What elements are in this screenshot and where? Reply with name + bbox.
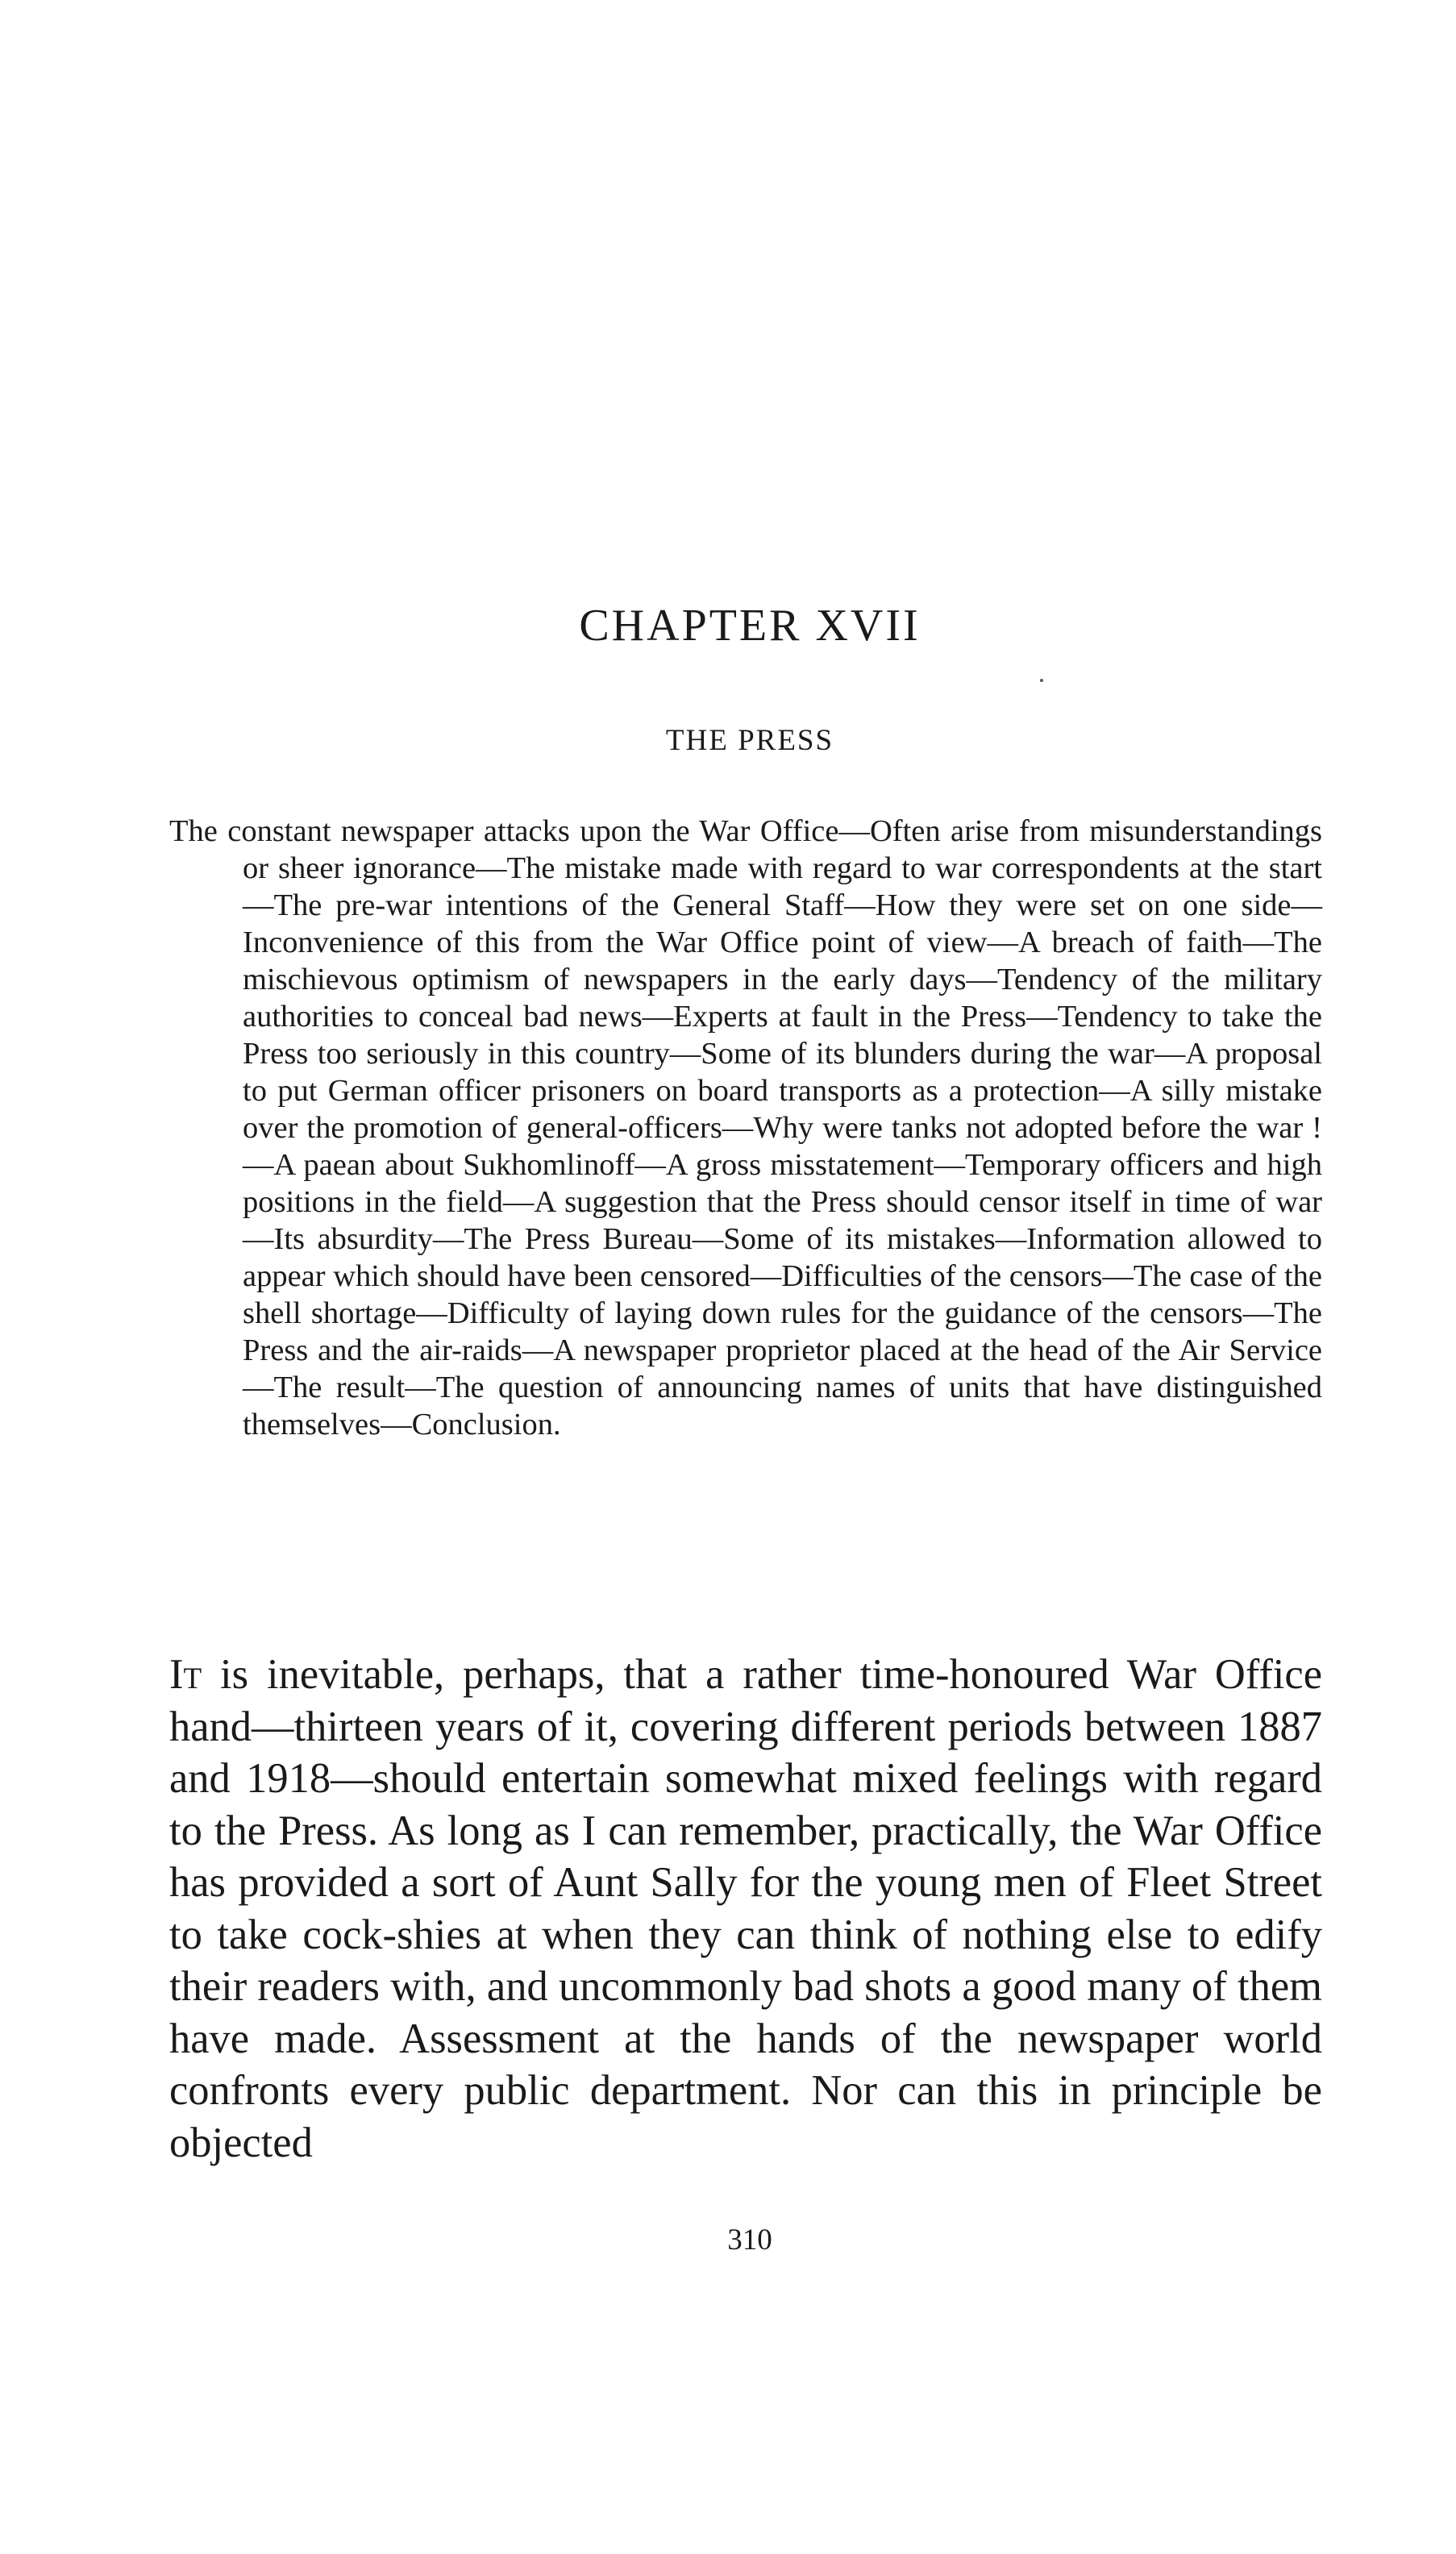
body-paragraph (169, 1649, 1322, 2169)
body-lead-word: It (169, 1651, 202, 1698)
page-number: 310 (727, 2223, 772, 2257)
chapter-synopsis: The constant newspaper attacks upon the War Office—Often arise from misunderstandings or sheer ignorance—The mistake made with regard to war correspondents at the start—The pre-war intentions of the General Staff—How they were set on one side—Inconvenience of this from the War Office point of view—A breach of faith—The mischievous optimism of newspapers in the early days—Tendency of the military authorities to conceal bad news—Experts at fault in the Press—Tendency to take the Press too seriously in this country—Some of its blunders during the war—A proposal to put German officer prisoners on board transports as a protection—A silly mistake over the promotion of general-officers—Why were tanks not adopted before the war !—A paean about Sukhomlinoff—A gross misstatement—Temporary officers and high positions in the field—A suggestion that the Press should censor itself in time of war—Its absurdity—The Press Bureau—Some of its mistakes—Information allowed to appear which should have been censored—Difficulties of the censors—The case of the shell shortage—Difficulty of laying down rules for the guidance of the censors—The Press and the air-raids—A newspaper proprietor placed at the head of the Air Service—The result—The question of announcing names of units that have distinguished themselves—Conclusion. (169, 814, 1322, 1441)
body-text: is inevitable, perhaps, that a rather time-honoured War Office hand—thirteen years of it, covering different periods between 1887 and 1918—should entertain somewhat mixed feelings with regard to the Press. As long as I can remember, practically, the War Office has provided a sort of Aunt Sally for the young men of Fleet Street to take cock-shies at when they can think of nothing else to edify their readers with, and uncommonly bad shots a good many of them have made. Assessment at the hands of the newspaper world confronts every public department. Nor can this in principle be objected (169, 1651, 1322, 2166)
chapter-title: CHAPTER XVII (579, 601, 921, 651)
print-speck (1040, 679, 1043, 682)
chapter-subtitle: THE PRESS (665, 724, 834, 757)
